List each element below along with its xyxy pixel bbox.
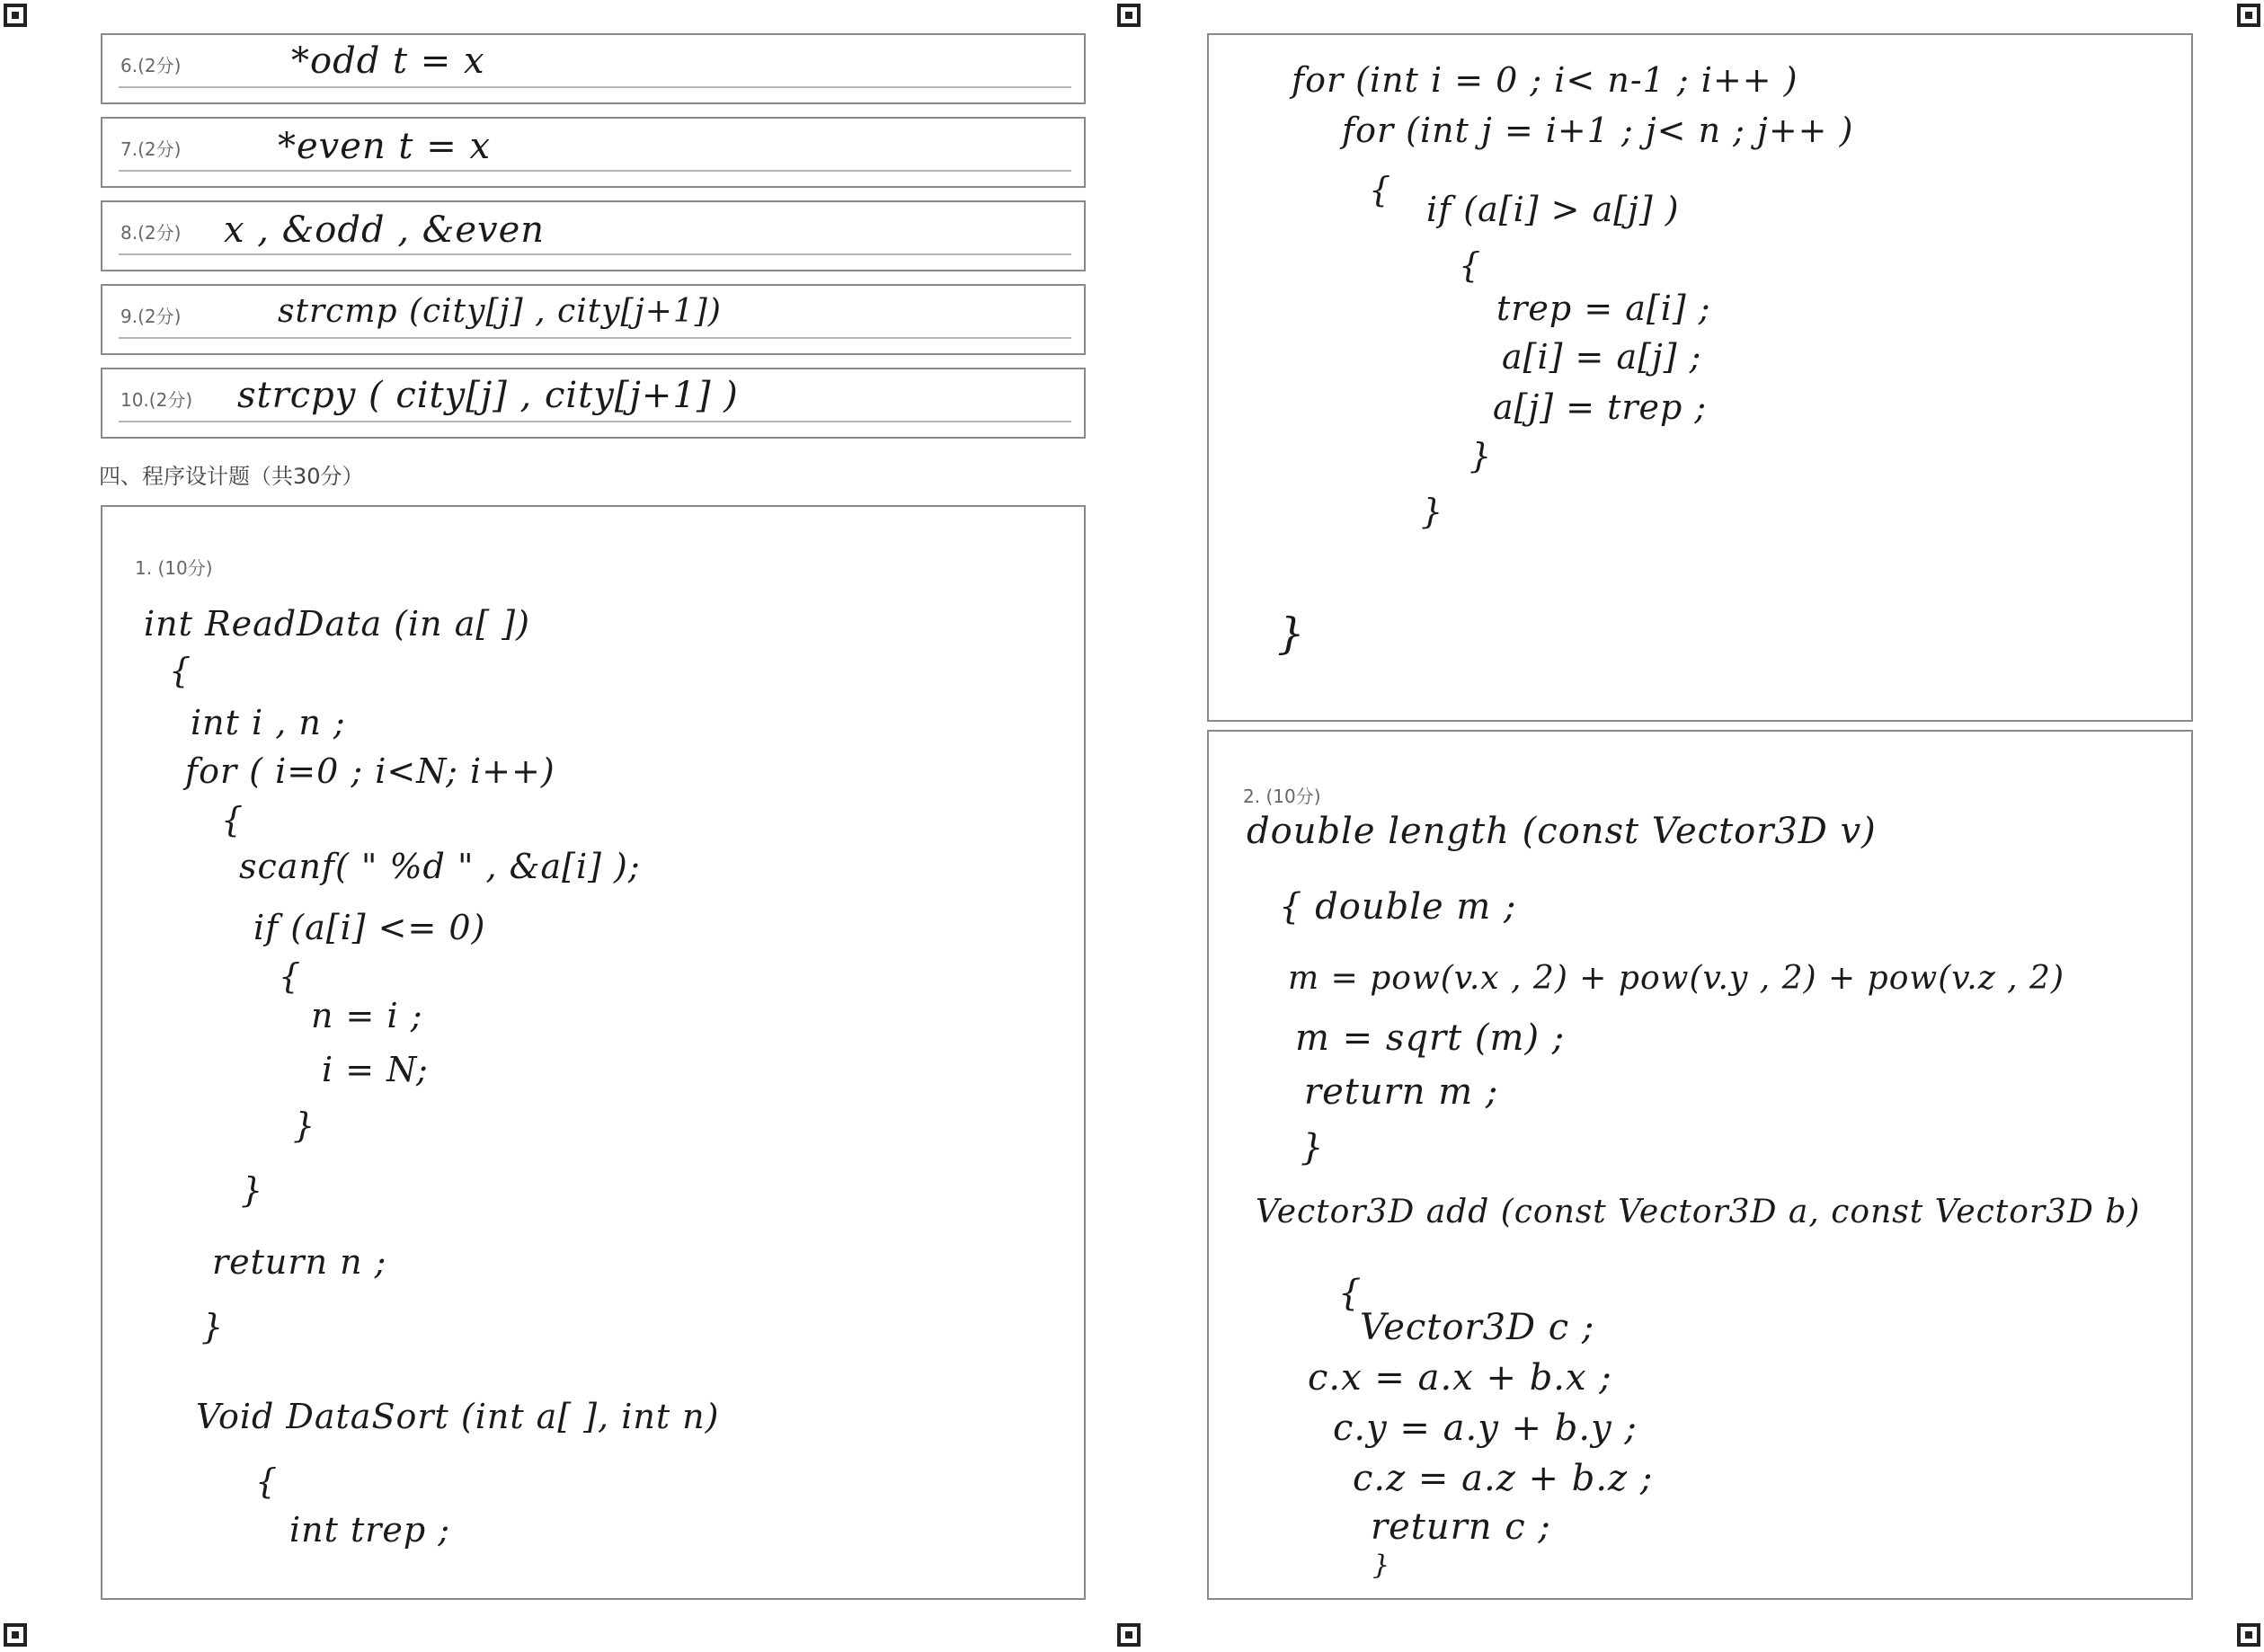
code-line: c.x = a.x + b.x ;: [1308, 1357, 1612, 1399]
code-line: }: [1277, 608, 1306, 659]
code-line: m = pow(v.x , 2) + pow(v.y , 2) + pow(v.z , 2): [1288, 960, 2064, 997]
code-line: {: [169, 651, 192, 690]
handwritten-answer: x , &odd , &even: [224, 209, 546, 251]
code-line: c.y = a.y + b.y ;: [1333, 1408, 1638, 1449]
code-line: return n ;: [212, 1242, 387, 1282]
code-line: { double m ;: [1279, 886, 1517, 928]
code-line: if (a[i] > a[j] ): [1426, 190, 1680, 229]
answer-box-7: [101, 117, 1086, 188]
code-line: for (int j = i+1 ; j< n ; j++ ): [1342, 111, 1854, 150]
answer-box-9: [101, 284, 1086, 355]
code-line: }: [241, 1170, 264, 1210]
code-line: m = sqrt (m) ;: [1295, 1017, 1566, 1059]
code-line: {: [221, 800, 244, 839]
code-line: int trep ;: [289, 1510, 451, 1550]
answer-line: [119, 86, 1071, 88]
program-answer-box-1: [101, 505, 1086, 1600]
section-title: 四、程序设计题（共30分）: [99, 464, 364, 489]
code-line: {: [1459, 245, 1482, 285]
code-line: }: [293, 1106, 316, 1145]
code-line: for ( i=0 ; i<N; i++): [185, 751, 555, 791]
handwritten-answer: *odd t = x: [291, 40, 485, 82]
code-line: }: [1301, 1127, 1325, 1168]
corner-marker-top-left: [4, 4, 27, 27]
code-line: }: [1469, 436, 1493, 475]
handwritten-answer: strcmp (city[j] , city[j+1]): [278, 293, 722, 330]
code-line: int ReadData (in a[ ]): [144, 604, 530, 644]
corner-marker-bottom-right: [2237, 1623, 2260, 1647]
code-line: Vector3D c ;: [1360, 1307, 1595, 1348]
code-line: {: [255, 1461, 279, 1501]
code-line: if (a[i] <= 0): [253, 908, 486, 947]
corner-marker-top-middle: [1117, 4, 1141, 27]
program-answer-box-2: [1207, 730, 2193, 1600]
code-line: a[i] = a[j] ;: [1502, 337, 1702, 377]
answer-line: [119, 170, 1071, 172]
code-line: n = i ;: [311, 996, 423, 1035]
code-line: scanf( " %d " , &a[i] );: [239, 847, 641, 886]
question-number: 2. (10分): [1243, 786, 1321, 807]
code-line: {: [279, 956, 302, 996]
code-line: }: [1421, 492, 1444, 531]
question-number: 10.(2分): [120, 389, 193, 411]
code-line: {: [1338, 1273, 1363, 1314]
answer-box-10: [101, 368, 1086, 439]
code-line: double length (const Vector3D v): [1247, 811, 1877, 852]
code-line: Vector3D add (const Vector3D a, const Vector3D b): [1256, 1194, 2141, 1230]
question-number: 6.(2分): [120, 55, 182, 76]
handwritten-answer: strcpy ( city[j] , city[j+1] ): [237, 375, 739, 416]
code-line: return m ;: [1304, 1071, 1499, 1113]
question-number: 8.(2分): [120, 222, 182, 244]
corner-marker-bottom-middle: [1117, 1623, 1141, 1647]
question-number: 1. (10分): [135, 557, 213, 579]
code-line: }: [1372, 1550, 1391, 1581]
code-line: {: [1369, 170, 1392, 209]
answer-line: [119, 421, 1071, 422]
program-answer-box-1-continued: [1207, 33, 2193, 722]
code-line: for (int i = 0 ; i< n-1 ; i++ ): [1292, 60, 1798, 100]
code-line: return c ;: [1371, 1506, 1551, 1548]
code-line: i = N;: [322, 1050, 429, 1089]
answer-line: [119, 337, 1071, 339]
corner-marker-bottom-left: [4, 1623, 27, 1647]
answer-box-6: [101, 33, 1086, 104]
question-number: 9.(2分): [120, 306, 182, 327]
handwritten-answer: *even t = x: [278, 126, 491, 167]
code-line: Void DataSort (int a[ ], int n): [196, 1397, 720, 1436]
question-number: 7.(2分): [120, 138, 182, 160]
corner-marker-top-right: [2237, 4, 2260, 27]
code-line: a[j] = trep ;: [1493, 387, 1708, 427]
code-line: }: [201, 1307, 225, 1346]
code-line: trep = a[i] ;: [1496, 289, 1711, 328]
code-line: int i , n ;: [191, 703, 346, 742]
code-line: c.z = a.z + b.z ;: [1353, 1458, 1654, 1499]
answer-box-8: [101, 200, 1086, 271]
answer-line: [119, 253, 1071, 255]
